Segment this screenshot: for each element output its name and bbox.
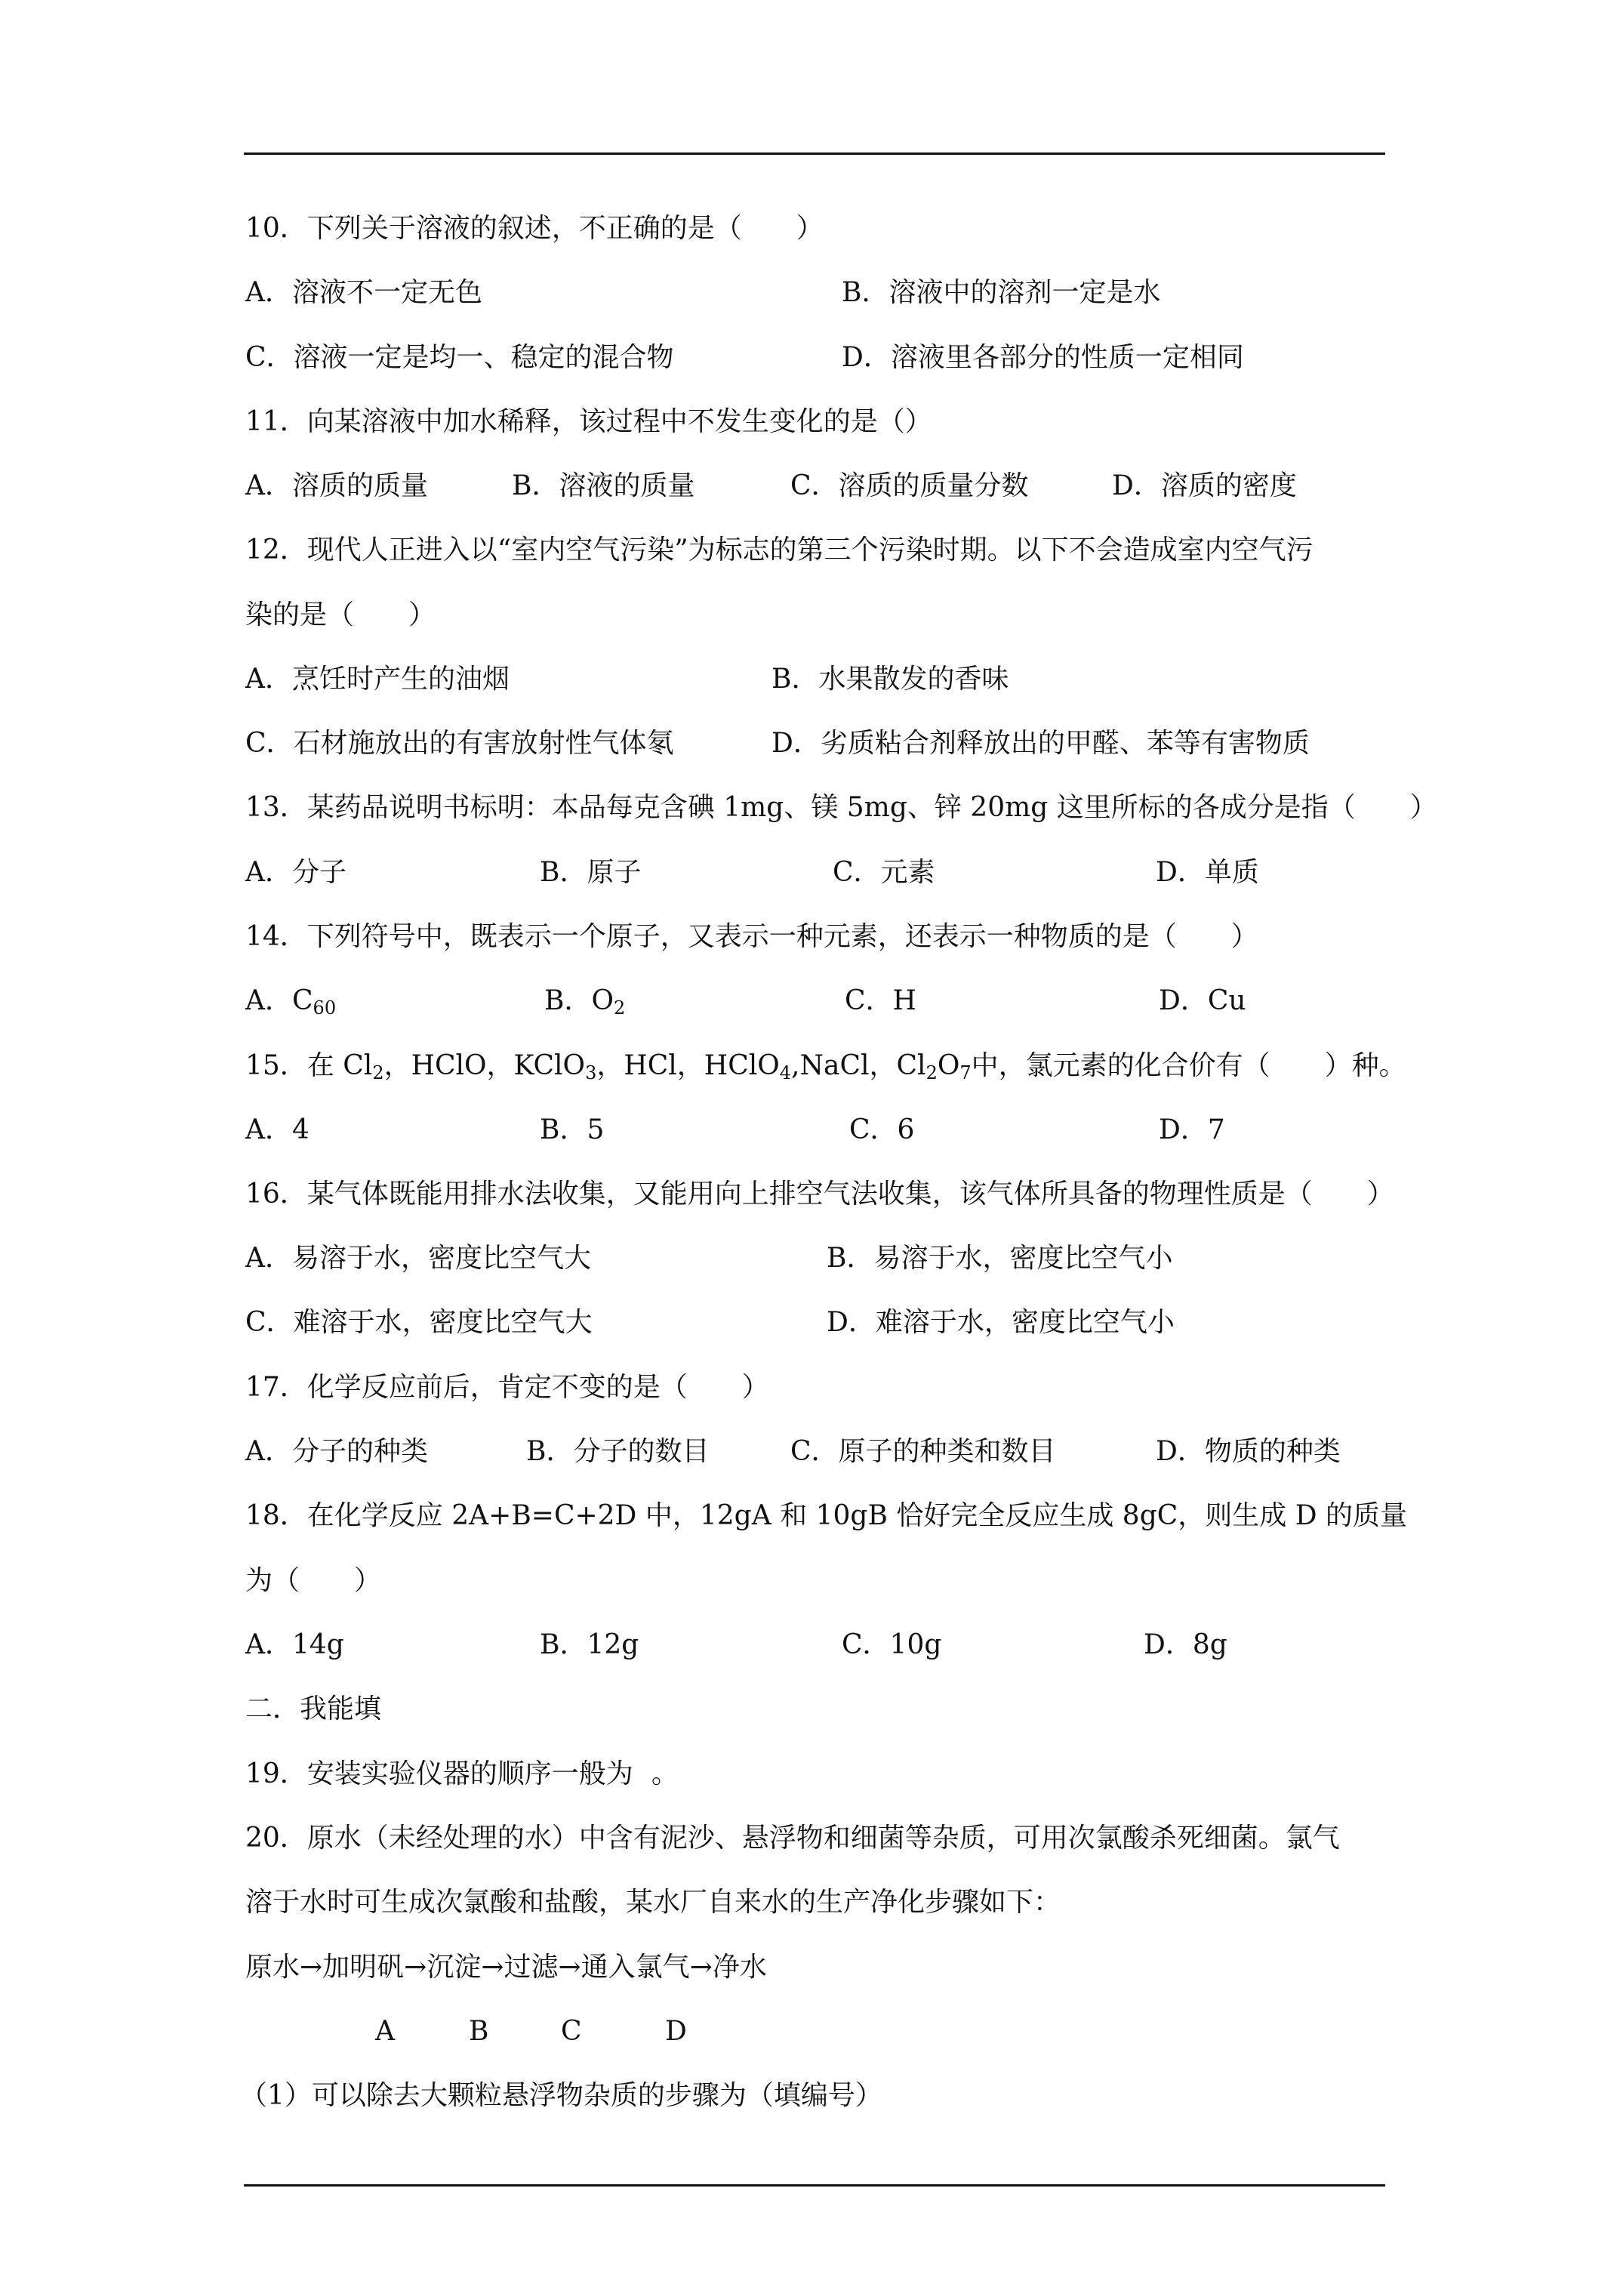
q18-option-b[interactable]: B．12g <box>540 1629 639 1660</box>
purification-step-labels <box>245 2015 698 2048</box>
question-11-stem: 11．向某溶液中加水稀释，该过程中不发生变化的是（） <box>245 406 932 437</box>
q14-option-c[interactable]: C．H <box>845 985 916 1016</box>
purification-flow: 原水→加明矾→沉淀→过滤→通入氯气→净水 <box>245 1952 767 1983</box>
question-20-sub-1: （1）可以除去大颗粒悬浮物杂质的步骤为（填编号） <box>240 2080 882 2111</box>
q17-option-b[interactable]: B．分子的数目 <box>526 1436 710 1467</box>
question-19: 19．安装实验仪器的顺序一般为 。 <box>245 1758 679 1789</box>
q11-option-b[interactable]: B．溶液的质量 <box>512 470 695 501</box>
q13-option-a[interactable]: A．分子 <box>245 857 346 888</box>
q16-option-c[interactable]: C．难溶于水，密度比空气大 <box>245 1307 593 1338</box>
step-label-a: A <box>375 2016 395 2047</box>
q10-option-a[interactable]: A．溶液不一定无色 <box>245 277 482 308</box>
question-18-stem-line-1: 18．在化学反应 2A+B=C+2D 中，12gA 和 10gB 恰好完全反应生成 8gC，则生成 D 的质量 <box>245 1500 1408 1531</box>
q14-option-d[interactable]: D．Cu <box>1159 985 1246 1016</box>
q13-option-d[interactable]: D．单质 <box>1156 857 1259 888</box>
q13-option-c[interactable]: C．元素 <box>833 857 935 888</box>
question-14-stem: 14．下列符号中，既表示一个原子，又表示一种元素，还表示一种物质的是（ ） <box>245 921 1258 952</box>
q12-option-d[interactable]: D．劣质粘合剂释放出的甲醛、苯等有害物质 <box>771 728 1310 759</box>
q10-option-d[interactable]: D．溶液里各部分的性质一定相同 <box>842 342 1244 373</box>
q13-option-b[interactable]: B．原子 <box>540 857 642 888</box>
q18-option-a[interactable]: A．14g <box>245 1629 344 1660</box>
question-16-stem: 16．某气体既能用排水法收集，又能用向上排空气法收集，该气体所具备的物理性质是（ ） <box>245 1179 1394 1210</box>
q16-option-a[interactable]: A．易溶于水，密度比空气大 <box>245 1243 591 1274</box>
q18-option-d[interactable]: D．8g <box>1144 1629 1227 1660</box>
step-label-d: D <box>665 2016 687 2047</box>
q10-option-c[interactable]: C．溶液一定是均一、稳定的混合物 <box>245 342 674 373</box>
question-13-stem: 13．某药品说明书标明：本品每克含碘 1mg、镁 5mg、锌 20mg 这里所标的各成分是指（ ） <box>245 792 1437 823</box>
question-12-stem-line-2: 染的是（ ） <box>245 599 436 630</box>
q17-option-c[interactable]: C．原子的种类和数目 <box>790 1436 1056 1467</box>
q17-option-a[interactable]: A．分子的种类 <box>245 1436 428 1467</box>
header-rule <box>244 153 1385 155</box>
q15-option-b[interactable]: B．5 <box>540 1114 605 1145</box>
q10-option-b[interactable]: B．溶液中的溶剂一定是水 <box>842 277 1161 308</box>
question-20-stem-line-2: 溶于水时可生成次氯酸和盐酸，某水厂自来水的生产净化步骤如下： <box>245 1887 1061 1918</box>
question-20-stem-line-1: 20．原水（未经处理的水）中含有泥沙、悬浮物和细菌等杂质，可用次氯酸杀死细菌。氯气 <box>245 1823 1340 1854</box>
footer-rule <box>244 2184 1385 2187</box>
step-label-c: C <box>561 2016 582 2047</box>
q11-option-c[interactable]: C．溶质的质量分数 <box>790 470 1029 501</box>
question-18-stem-line-2: 为（ ） <box>245 1565 382 1596</box>
question-15-stem: 15．在 $Cl_2$，HClO，KClO$_3$，HCl，HClO$_4$,NaCl，$Cl_2O_7$中，氯元素的化合价有（ ）种。 <box>245 1050 1406 1083</box>
q16-option-d[interactable]: D．难溶于水，密度比空气小 <box>827 1307 1175 1338</box>
question-12-stem-line-1: 12．现代人正进入以“室内空气污染”为标志的第三个污染时期。以下不会造成室内空气污 <box>245 535 1313 566</box>
q16-option-b[interactable]: B．易溶于水，密度比空气小 <box>827 1243 1173 1274</box>
section-2-title: 二．我能填 <box>245 1693 382 1724</box>
step-label-b: B <box>469 2016 489 2047</box>
q12-option-b[interactable]: B．水果散发的香味 <box>771 664 1009 695</box>
q14-option-a[interactable]: A．$C_{60}$ <box>245 985 337 1019</box>
question-10-stem: 10．下列关于溶液的叙述，不正确的是（ ） <box>245 213 824 244</box>
q17-option-d[interactable]: D．物质的种类 <box>1156 1436 1341 1467</box>
q15-option-d[interactable]: D．7 <box>1159 1114 1225 1145</box>
q14-option-b[interactable]: B．$O_2$ <box>544 985 626 1019</box>
q18-option-c[interactable]: C．10g <box>842 1629 942 1660</box>
q12-option-c[interactable]: C．石材施放出的有害放射性气体氡 <box>245 728 674 759</box>
question-17-stem: 17．化学反应前后，肯定不变的是（ ） <box>245 1372 769 1403</box>
q15-option-c[interactable]: C．6 <box>849 1114 915 1145</box>
q12-option-a[interactable]: A．烹饪时产生的油烟 <box>245 664 510 695</box>
q11-option-a[interactable]: A．溶质的质量 <box>245 470 428 501</box>
q15-option-a[interactable]: A．4 <box>245 1114 310 1145</box>
q11-option-d[interactable]: D．溶质的密度 <box>1112 470 1297 501</box>
